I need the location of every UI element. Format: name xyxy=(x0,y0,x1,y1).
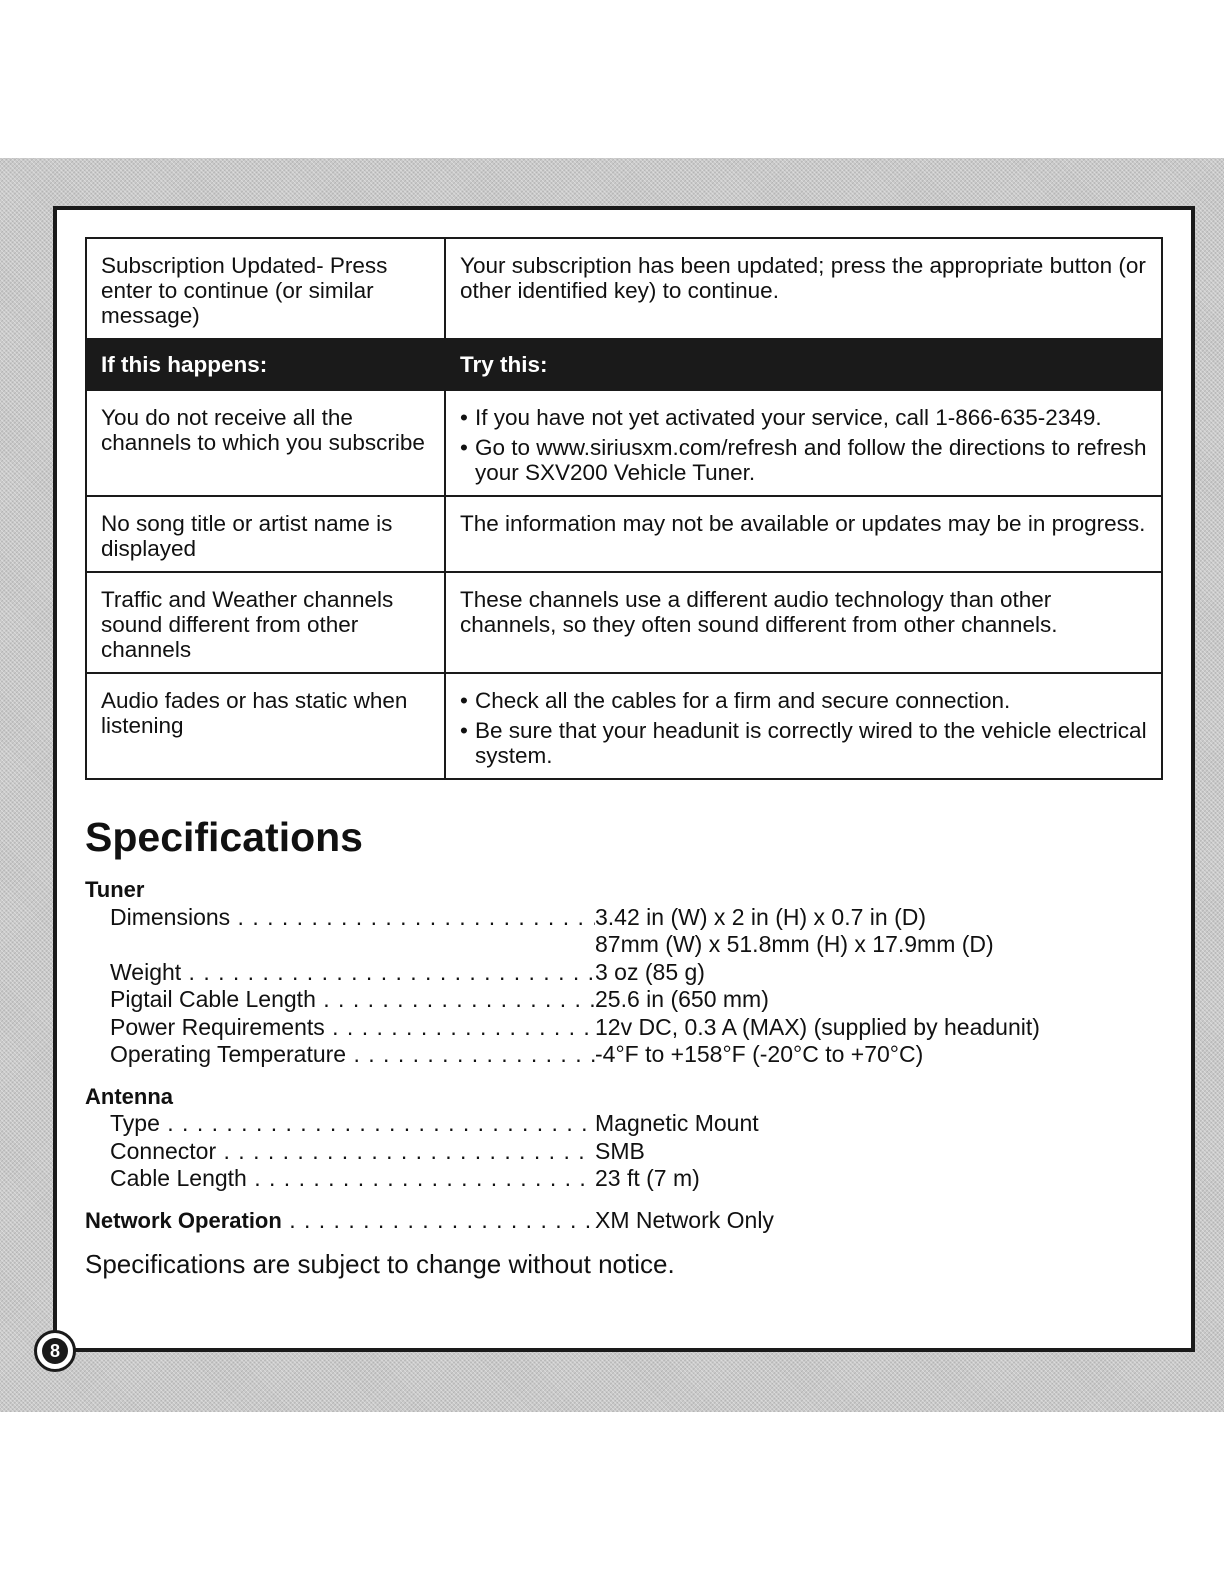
spec-row-power-requirements xyxy=(85,1014,1165,1042)
problem-cell: Subscription Updated- Press enter to continue (or similar message) xyxy=(86,238,445,339)
header-try-this: Try this: xyxy=(445,339,1162,390)
solution-cell: These channels use a different audio technology than other channels, so they often sound different from other channels. xyxy=(445,572,1162,673)
spec-row-network-operation xyxy=(85,1207,1165,1235)
spec-label: Network Operation . . . xyxy=(85,1207,595,1235)
spec-label: Connector . . . xyxy=(85,1138,595,1166)
problem-cell: Audio fades or has static when listening xyxy=(86,673,445,779)
spec-value: -4°F to +158°F (-20°C to +70°C) xyxy=(595,1041,924,1067)
table-header-row xyxy=(86,339,1162,390)
spec-value: SMB xyxy=(595,1137,645,1164)
spec-value: 23 ft (7 m) xyxy=(595,1165,700,1191)
spec-row-dimensions xyxy=(85,904,1165,959)
solution-cell: The information may not be available or updates may be in progress. xyxy=(445,496,1162,572)
problem-cell: You do not receive all the channels to which you subscribe xyxy=(86,390,445,496)
spec-label: Cable Length . . . xyxy=(85,1165,595,1193)
table-row xyxy=(86,496,1162,572)
specifications-list xyxy=(85,876,1165,1280)
problem-cell: No song title or artist name is displayed xyxy=(86,496,445,572)
table-row xyxy=(86,238,1162,339)
table-row xyxy=(86,673,1162,779)
spacer xyxy=(85,1193,1165,1207)
spec-row-cable-length xyxy=(85,1165,1165,1193)
spec-value: Magnetic Mount xyxy=(595,1110,759,1136)
page-number-badge xyxy=(34,1330,76,1372)
spec-value: 12v DC, 0.3 A (MAX) (supplied by headunit) xyxy=(595,1013,1040,1040)
tuner-group-label: Tuner xyxy=(85,877,145,902)
spec-row-type xyxy=(85,1110,1165,1138)
specifications-note: Specifications are subject to change without notice. xyxy=(85,1249,675,1279)
header-if-this-happens: If this happens: xyxy=(86,339,445,390)
spacer xyxy=(85,1069,1165,1083)
solution-bullet: • Go to www.siriusxm.com/refresh and follow the directions to refresh your SXV200 Vehicle Tuner. xyxy=(460,435,1147,485)
spec-value-line: 3.42 in (W) x 2 in (H) x 0.7 in (D) xyxy=(595,903,927,930)
spec-label: Operating Temperature . . . xyxy=(85,1041,595,1069)
spec-value: XM Network Only xyxy=(595,1206,774,1233)
specifications-title: Specifications xyxy=(85,814,363,860)
spec-label: Power Requirements . . . xyxy=(85,1014,595,1042)
solution-cell xyxy=(445,673,1162,779)
spec-row-weight xyxy=(85,959,1165,987)
solution-cell: Your subscription has been updated; press the appropriate button (or other identified key) to continue. xyxy=(445,238,1162,339)
page-number: 8 xyxy=(42,1338,68,1364)
solution-cell xyxy=(445,390,1162,496)
spec-value: 25.6 in (650 mm) xyxy=(595,986,769,1012)
spec-label: Weight . . . xyxy=(85,959,595,987)
solution-bullet: • Check all the cables for a firm and secure connection. xyxy=(460,688,1147,713)
spec-label: Type . . . xyxy=(85,1110,595,1138)
solution-bullet: • If you have not yet activated your service, call 1-866-635-2349. xyxy=(460,405,1147,430)
spec-value-line: 87mm (W) x 51.8mm (H) x 17.9mm (D) xyxy=(595,931,994,957)
antenna-group-label: Antenna xyxy=(85,1083,173,1109)
spec-label: Pigtail Cable Length . . . xyxy=(85,986,595,1014)
spec-row-connector xyxy=(85,1138,1165,1166)
spec-value: 3 oz (85 g) xyxy=(595,958,705,985)
spec-row-pigtail-cable-length xyxy=(85,986,1165,1014)
spec-row-operating-temperature xyxy=(85,1041,1165,1069)
problem-cell: Traffic and Weather channels sound different from other channels xyxy=(86,572,445,673)
table-row xyxy=(86,390,1162,496)
table-row xyxy=(86,572,1162,673)
solution-bullet: • Be sure that your headunit is correctly wired to the vehicle electrical system. xyxy=(460,718,1147,768)
spec-value xyxy=(595,904,1165,959)
troubleshooting-table xyxy=(85,237,1163,780)
spec-label: Dimensions . . . xyxy=(85,904,595,959)
